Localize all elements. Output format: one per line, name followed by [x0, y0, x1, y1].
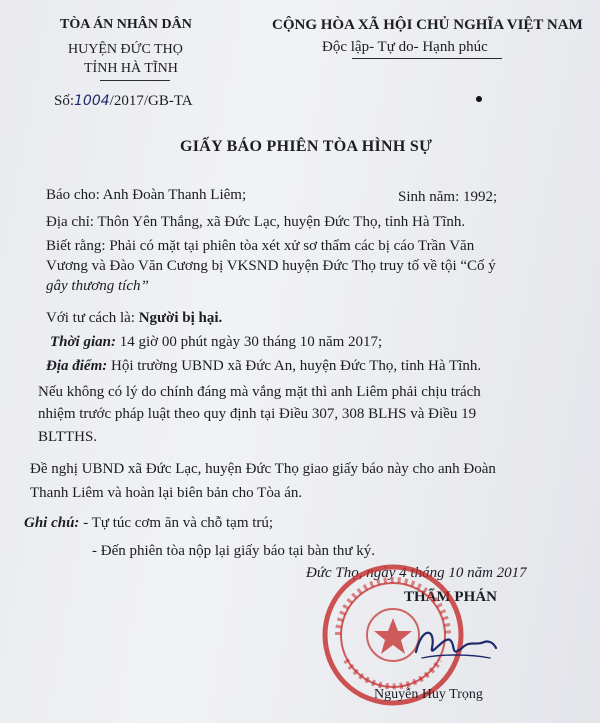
- capacity-line: Với tư cách là: Người bị hại.: [46, 310, 223, 326]
- recipient-line: Báo cho: Anh Đoàn Thanh Liêm;: [46, 187, 247, 203]
- signer-name: Nguyễn Huy Trọng: [374, 687, 483, 702]
- notice-line-3: gây thương tích”: [46, 278, 149, 294]
- province-name: TỈNH HÀ TĨNH: [84, 61, 178, 76]
- ink-dot: [476, 96, 482, 102]
- note-line-2: - Đến phiên tòa nộp lại giấy báo tại bàn thư ký.: [92, 543, 376, 559]
- district-name: HUYỆN ĐỨC THỌ: [68, 42, 183, 57]
- warning-line-1: Nếu không có lý do chính đáng mà vắng mặt thì anh Liêm phải chịu trách: [38, 384, 481, 400]
- document-title: GIẤY BÁO PHIÊN TÒA HÌNH SỰ: [180, 138, 433, 155]
- warning-line-2: nhiệm trước pháp luật theo quy định tại Điều 307, 308 BLHS và Điều 19: [38, 406, 477, 422]
- warning-line-3: BLTTHS.: [38, 429, 98, 445]
- note-line-1: Ghi chú: - Tự túc cơm ăn và chỗ tạm trú;: [24, 515, 274, 531]
- notice-line-2: Vương và Đào Văn Cương bị VKSND huyện Đức Thọ truy tố về tội “Cố ý: [46, 258, 496, 274]
- handwritten-number: 1004: [74, 93, 110, 109]
- request-line-2: Thanh Liêm và hoàn lại biên bản cho Tòa án.: [30, 485, 303, 501]
- notice-line-1: Biết rằng: Phải có mặt tại phiên tòa xét xử sơ thẩm các bị cáo Trần Văn: [46, 238, 475, 254]
- address-line: Địa chỉ: Thôn Yên Thắng, xã Đức Lạc, huyện Đức Thọ, tỉnh Hà Tĩnh.: [46, 214, 466, 230]
- header-underline-left: [100, 80, 170, 81]
- date-line: Đức Thọ, ngày 4 tháng 10 năm 2017: [306, 565, 527, 581]
- signer-title: THẨM PHÁN: [404, 589, 497, 605]
- motto: Độc lập- Tự do- Hạnh phúc: [322, 39, 488, 55]
- request-line-1: Đề nghị UBND xã Đức Lạc, huyện Đức Thọ giao giấy báo này cho anh Đoàn: [30, 461, 496, 477]
- time-line: Thời gian: 14 giờ 00 phút ngày 30 tháng 10 năm 2017;: [50, 334, 383, 350]
- country-name: CỘNG HÒA XÃ HỘI CHỦ NGHĨA VIỆT NAM: [272, 17, 583, 33]
- signature-icon: [410, 618, 500, 668]
- document-number: Số:1004/2017/GB-TA: [54, 93, 193, 109]
- header-underline-right: [352, 58, 502, 59]
- location-line: Địa điểm: Hội trường UBND xã Đức An, huyện Đức Thọ, tỉnh Hà Tĩnh.: [46, 358, 482, 374]
- birth-year: Sinh năm: 1992;: [398, 189, 498, 205]
- court-name: TÒA ÁN NHÂN DÂN: [60, 17, 192, 32]
